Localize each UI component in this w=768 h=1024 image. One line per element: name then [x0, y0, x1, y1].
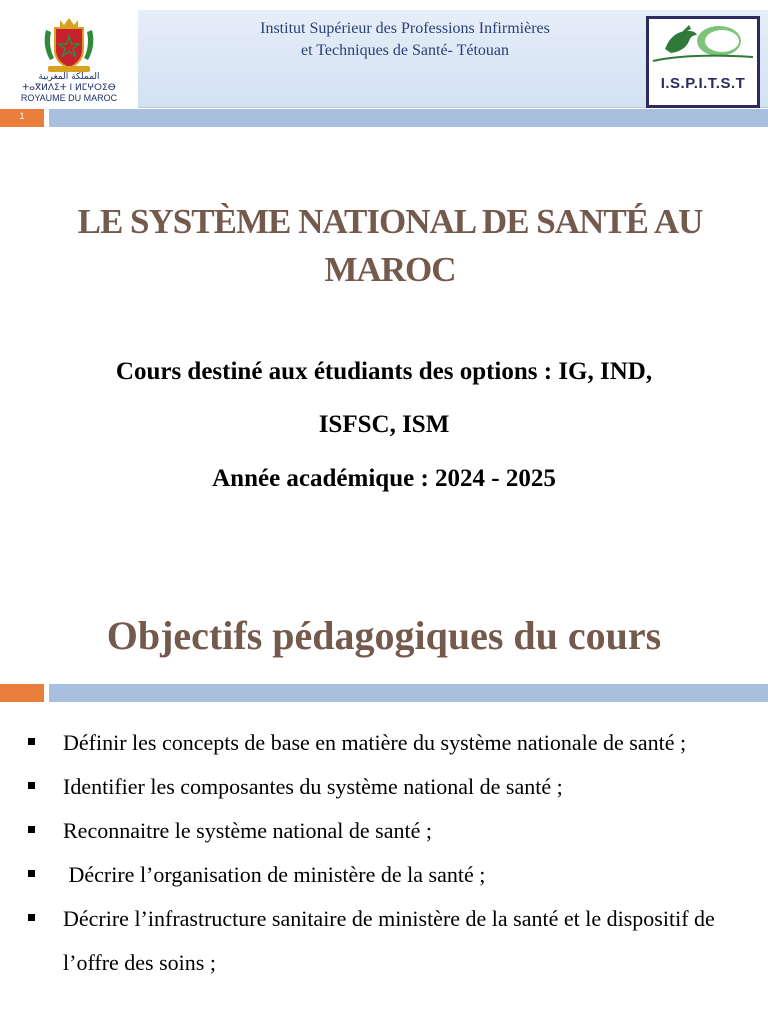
- bullet-square-icon: [28, 914, 35, 921]
- slide-number: 1: [19, 111, 25, 121]
- ispitst-logo: [646, 16, 760, 108]
- institute-line-1: Institut Supérieur des Professions Infirmières: [260, 20, 550, 37]
- separator-blue-band: [49, 109, 768, 127]
- birds-logo-icon: [649, 19, 757, 71]
- bullet-square-icon: [28, 826, 35, 833]
- course-line-1: Cours destiné aux étudiants des options : IG, IND,: [115, 358, 653, 385]
- list-item: Décrire l’infrastructure sanitaire de ministère de la santé et le dispositif de l’offre des soins ;: [26, 897, 746, 985]
- institute-name: [160, 18, 650, 62]
- emblem-arabic-text: المملكة المغربية ⵜⴰⴳⵍⴷⵉⵜ ⵏ ⵍⵎⵖⵔⵉⴱ: [22, 72, 116, 93]
- list-item: Définir les concepts de base en matière du système nationale de santé ;: [26, 721, 746, 765]
- logo-label: I.S.P.I.T.S.T: [660, 75, 746, 92]
- emblem-french-text: ROYAUME DU MAROC: [20, 93, 118, 103]
- objectives-list: [26, 721, 746, 985]
- institute-line-2: et Techniques de Santé- Tétouan: [301, 42, 509, 59]
- separator-blue-band: [49, 684, 768, 702]
- slide-title-line-1: LE SYSTÈME NATIONAL DE SANTÉ AU: [77, 202, 703, 241]
- course-line-2: ISFSC, ISM: [318, 411, 450, 438]
- list-item: Décrire l’organisation de ministère de la santé ;: [26, 853, 746, 897]
- list-item: Reconnaitre le système national de santé ;: [26, 809, 746, 853]
- academic-year: Année académique : 2024 - 2025: [212, 465, 556, 492]
- moroccan-coat-of-arms-icon: [38, 16, 100, 74]
- objectives-separator-bar: [0, 684, 768, 702]
- bullet-square-icon: [28, 738, 35, 745]
- title-separator-bar: [0, 109, 768, 127]
- slide-title-line-2: MAROC: [324, 250, 456, 289]
- objectives-heading: Objectifs pédagogiques du cours: [106, 613, 662, 658]
- bullet-square-icon: [28, 870, 35, 877]
- list-item: Identifier les composantes du système national de santé ;: [26, 765, 746, 809]
- separator-orange-block: [0, 684, 44, 702]
- bullet-square-icon: [28, 782, 35, 789]
- slide-title: [30, 198, 750, 294]
